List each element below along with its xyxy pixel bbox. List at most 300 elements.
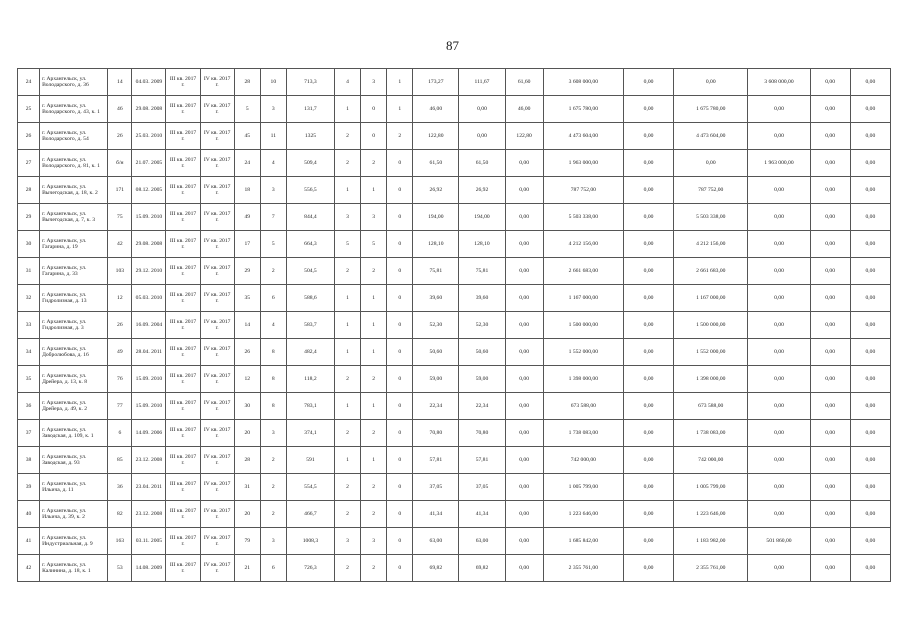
cell-area: 482,4: [286, 339, 334, 366]
cell-total: 1 552 000,00: [543, 339, 623, 366]
cell-v3: 0,00: [505, 555, 543, 582]
table-row: [18, 96, 891, 123]
cell-v1: 26,92: [413, 177, 459, 204]
cell-f3: 0,00: [748, 96, 810, 123]
cell-v3: 0,00: [505, 366, 543, 393]
cell-c1: 18: [234, 177, 260, 204]
cell-f1: 0,00: [623, 177, 673, 204]
cell-total: 1 005 799,00: [543, 474, 623, 501]
cell-total: 1 738 083,00: [543, 420, 623, 447]
cell-total: 1 963 000,00: [543, 150, 623, 177]
cell-start: III кв. 2017 г.: [166, 285, 200, 312]
cell-v1: 70,80: [413, 420, 459, 447]
cell-f5: 0,00: [850, 501, 890, 528]
cell-f4: 0,00: [810, 258, 850, 285]
cell-end: IV кв. 2017 г.: [200, 285, 234, 312]
cell-area: 726,3: [286, 555, 334, 582]
cell-house-no: 75: [108, 204, 132, 231]
cell-date: 14.08. 2009: [132, 555, 166, 582]
cell-start: III кв. 2017 г.: [166, 420, 200, 447]
cell-f5: 0,00: [850, 258, 890, 285]
cell-f4: 0,00: [810, 231, 850, 258]
cell-f2: 1 398 000,00: [674, 366, 748, 393]
cell-c1: 31: [234, 474, 260, 501]
cell-f1: 0,00: [623, 420, 673, 447]
cell-address: г. Архангельск, ул. Дрейера, д. 13, к. 8: [40, 366, 108, 393]
cell-num: 41: [18, 528, 40, 555]
cell-f2: 742 000,00: [674, 447, 748, 474]
cell-v2: 0,00: [459, 96, 505, 123]
cell-f3: 0,00: [748, 123, 810, 150]
cell-v2: 39,60: [459, 285, 505, 312]
cell-total: 5 503 338,00: [543, 204, 623, 231]
cell-house-no: 6: [108, 420, 132, 447]
table-row: [18, 555, 891, 582]
cell-f4: 0,00: [810, 366, 850, 393]
cell-c4: 1: [361, 339, 387, 366]
cell-start: III кв. 2017 г.: [166, 204, 200, 231]
cell-c4: 2: [361, 150, 387, 177]
cell-num: 32: [18, 285, 40, 312]
cell-start: III кв. 2017 г.: [166, 474, 200, 501]
cell-area: 1008,3: [286, 528, 334, 555]
cell-area: 591: [286, 447, 334, 474]
cell-f3: 0,00: [748, 177, 810, 204]
cell-c3: 3: [335, 204, 361, 231]
cell-f5: 0,00: [850, 96, 890, 123]
cell-area: 509,4: [286, 150, 334, 177]
cell-c1: 28: [234, 69, 260, 96]
cell-c4: 2: [361, 474, 387, 501]
cell-f1: 0,00: [623, 204, 673, 231]
cell-c3: 1: [335, 312, 361, 339]
cell-c5: 0: [387, 393, 413, 420]
cell-c5: 0: [387, 501, 413, 528]
cell-v3: 0,00: [505, 258, 543, 285]
cell-v2: 128,10: [459, 231, 505, 258]
cell-c3: 4: [335, 69, 361, 96]
cell-v1: 52,30: [413, 312, 459, 339]
cell-c1: 29: [234, 258, 260, 285]
cell-v2: 194,00: [459, 204, 505, 231]
cell-c5: 0: [387, 177, 413, 204]
table-row: [18, 177, 891, 204]
cell-total: 1 675 780,00: [543, 96, 623, 123]
cell-total: 1 500 000,00: [543, 312, 623, 339]
cell-c2: 3: [260, 96, 286, 123]
cell-v1: 128,10: [413, 231, 459, 258]
cell-v1: 59,00: [413, 366, 459, 393]
cell-address: г. Архангельск, ул. Володарского, д. 54: [40, 123, 108, 150]
cell-c2: 11: [260, 123, 286, 150]
cell-address: г. Архангельск, ул. Володарского, д. 81, к. 1: [40, 150, 108, 177]
cell-f1: 0,00: [623, 393, 673, 420]
cell-f4: 0,00: [810, 528, 850, 555]
table-row: [18, 474, 891, 501]
cell-c3: 1: [335, 177, 361, 204]
cell-c4: 2: [361, 258, 387, 285]
cell-num: 28: [18, 177, 40, 204]
cell-date: 29.12. 2010: [132, 258, 166, 285]
table-row: [18, 69, 891, 96]
cell-c3: 1: [335, 96, 361, 123]
cell-v1: 122,80: [413, 123, 459, 150]
cell-v3: 46,00: [505, 96, 543, 123]
cell-v1: 75,81: [413, 258, 459, 285]
table-row: [18, 528, 891, 555]
cell-date: 14.09. 2006: [132, 420, 166, 447]
cell-start: III кв. 2017 г.: [166, 258, 200, 285]
cell-c2: 3: [260, 420, 286, 447]
cell-v1: 61,50: [413, 150, 459, 177]
cell-address: г. Архангельск, ул. Гидролизная, д. 13: [40, 285, 108, 312]
cell-area: 374,1: [286, 420, 334, 447]
cell-c4: 2: [361, 420, 387, 447]
cell-f5: 0,00: [850, 69, 890, 96]
cell-num: 30: [18, 231, 40, 258]
cell-date: 16.09. 2004: [132, 312, 166, 339]
cell-f2: 2 661 683,00: [674, 258, 748, 285]
cell-start: III кв. 2017 г.: [166, 96, 200, 123]
cell-end: IV кв. 2017 г.: [200, 123, 234, 150]
cell-date: 04.03. 2009: [132, 69, 166, 96]
cell-f3: 3 608 000,00: [748, 69, 810, 96]
cell-num: 31: [18, 258, 40, 285]
cell-f3: 1 963 000,00: [748, 150, 810, 177]
cell-c3: 1: [335, 339, 361, 366]
cell-address: г. Архангельск, ул. Гагарина, д. 33: [40, 258, 108, 285]
cell-c3: 2: [335, 501, 361, 528]
cell-f5: 0,00: [850, 204, 890, 231]
cell-f3: 0,00: [748, 393, 810, 420]
cell-f4: 0,00: [810, 420, 850, 447]
cell-v1: 37,05: [413, 474, 459, 501]
cell-c2: 4: [260, 150, 286, 177]
cell-area: 844,4: [286, 204, 334, 231]
cell-f4: 0,00: [810, 177, 850, 204]
cell-f1: 0,00: [623, 366, 673, 393]
table-row: [18, 339, 891, 366]
cell-c1: 12: [234, 366, 260, 393]
cell-c2: 3: [260, 528, 286, 555]
cell-v1: 69,82: [413, 555, 459, 582]
cell-v2: 70,80: [459, 420, 505, 447]
cell-address: г. Архангельск, ул. Гагарина, д. 19: [40, 231, 108, 258]
cell-v1: 39,60: [413, 285, 459, 312]
cell-house-no: 12: [108, 285, 132, 312]
cell-c5: 0: [387, 285, 413, 312]
cell-f5: 0,00: [850, 339, 890, 366]
cell-house-no: 163: [108, 528, 132, 555]
cell-f5: 0,00: [850, 393, 890, 420]
cell-c1: 45: [234, 123, 260, 150]
cell-c5: 0: [387, 366, 413, 393]
cell-f2: 1 552 000,00: [674, 339, 748, 366]
cell-c3: 2: [335, 150, 361, 177]
table-row: [18, 393, 891, 420]
cell-f2: 787 752,00: [674, 177, 748, 204]
cell-c4: 0: [361, 96, 387, 123]
cell-f2: 1 005 799,00: [674, 474, 748, 501]
cell-f5: 0,00: [850, 285, 890, 312]
cell-start: III кв. 2017 г.: [166, 339, 200, 366]
cell-c5: 0: [387, 555, 413, 582]
table-row: [18, 312, 891, 339]
cell-c2: 8: [260, 366, 286, 393]
cell-end: IV кв. 2017 г.: [200, 312, 234, 339]
cell-area: 1325: [286, 123, 334, 150]
cell-house-no: 85: [108, 447, 132, 474]
cell-c5: 0: [387, 150, 413, 177]
cell-v3: 0,00: [505, 393, 543, 420]
cell-f3: 0,00: [748, 501, 810, 528]
cell-c2: 8: [260, 393, 286, 420]
cell-c1: 14: [234, 312, 260, 339]
cell-address: г. Архангельск, ул. Гидролизная, д. 3: [40, 312, 108, 339]
cell-v3: 0,00: [505, 312, 543, 339]
cell-f3: 501 860,00: [748, 528, 810, 555]
cell-f1: 0,00: [623, 123, 673, 150]
cell-total: 2 355 761,00: [543, 555, 623, 582]
cell-v1: 63,00: [413, 528, 459, 555]
cell-total: 742 000,00: [543, 447, 623, 474]
cell-f3: 0,00: [748, 474, 810, 501]
cell-c5: 1: [387, 96, 413, 123]
cell-house-no: 49: [108, 339, 132, 366]
cell-f2: 1 167 000,00: [674, 285, 748, 312]
cell-num: 36: [18, 393, 40, 420]
cell-total: 1 685 842,00: [543, 528, 623, 555]
cell-date: 23.12. 2008: [132, 447, 166, 474]
cell-v2: 57,81: [459, 447, 505, 474]
cell-f4: 0,00: [810, 123, 850, 150]
cell-f1: 0,00: [623, 339, 673, 366]
table-row: [18, 123, 891, 150]
cell-f3: 0,00: [748, 339, 810, 366]
cell-f1: 0,00: [623, 447, 673, 474]
cell-c2: 2: [260, 474, 286, 501]
cell-c2: 2: [260, 258, 286, 285]
cell-house-no: 14: [108, 69, 132, 96]
cell-area: 664,3: [286, 231, 334, 258]
cell-start: III кв. 2017 г.: [166, 528, 200, 555]
cell-f2: 1 675 780,00: [674, 96, 748, 123]
cell-area: 466,7: [286, 501, 334, 528]
cell-total: 1 398 000,00: [543, 366, 623, 393]
cell-end: IV кв. 2017 г.: [200, 528, 234, 555]
cell-house-no: 36: [108, 474, 132, 501]
cell-f3: 0,00: [748, 204, 810, 231]
cell-end: IV кв. 2017 г.: [200, 474, 234, 501]
cell-num: 35: [18, 366, 40, 393]
cell-house-no: 171: [108, 177, 132, 204]
cell-address: г. Архангельск, ул. Вычегодская, д. 7, к. 3: [40, 204, 108, 231]
cell-f4: 0,00: [810, 474, 850, 501]
cell-end: IV кв. 2017 г.: [200, 447, 234, 474]
cell-address: г. Архангельск, ул. Володарского, д. 43, к. 1: [40, 96, 108, 123]
cell-total: 2 661 683,00: [543, 258, 623, 285]
cell-v2: 22,34: [459, 393, 505, 420]
cell-c2: 8: [260, 339, 286, 366]
cell-date: 23.04. 2011: [132, 474, 166, 501]
cell-num: 42: [18, 555, 40, 582]
cell-c5: 0: [387, 204, 413, 231]
cell-c1: 35: [234, 285, 260, 312]
cell-end: IV кв. 2017 г.: [200, 420, 234, 447]
cell-f1: 0,00: [623, 501, 673, 528]
cell-num: 33: [18, 312, 40, 339]
cell-c2: 7: [260, 204, 286, 231]
cell-start: III кв. 2017 г.: [166, 123, 200, 150]
cell-area: 713,3: [286, 69, 334, 96]
cell-f4: 0,00: [810, 312, 850, 339]
cell-end: IV кв. 2017 г.: [200, 339, 234, 366]
cell-c2: 6: [260, 285, 286, 312]
cell-f4: 0,00: [810, 447, 850, 474]
cell-address: г. Архангельск, ул. Ильича, д. 11: [40, 474, 108, 501]
cell-total: 3 608 000,00: [543, 69, 623, 96]
cell-v3: 0,00: [505, 528, 543, 555]
cell-date: 29.08. 2008: [132, 96, 166, 123]
cell-f4: 0,00: [810, 204, 850, 231]
cell-c3: 2: [335, 366, 361, 393]
cell-c5: 0: [387, 258, 413, 285]
cell-f1: 0,00: [623, 258, 673, 285]
cell-c5: 0: [387, 339, 413, 366]
cell-num: 38: [18, 447, 40, 474]
table-row: [18, 150, 891, 177]
cell-v2: 69,82: [459, 555, 505, 582]
cell-end: IV кв. 2017 г.: [200, 96, 234, 123]
table-row: [18, 285, 891, 312]
cell-c5: 2: [387, 123, 413, 150]
cell-c1: 26: [234, 339, 260, 366]
cell-house-no: 46: [108, 96, 132, 123]
cell-v1: 46,00: [413, 96, 459, 123]
cell-c1: 20: [234, 420, 260, 447]
cell-c3: 2: [335, 474, 361, 501]
cell-f1: 0,00: [623, 474, 673, 501]
cell-house-no: 77: [108, 393, 132, 420]
cell-f4: 0,00: [810, 69, 850, 96]
cell-c3: 2: [335, 555, 361, 582]
cell-c2: 4: [260, 312, 286, 339]
cell-date: 05.03. 2010: [132, 285, 166, 312]
cell-f1: 0,00: [623, 150, 673, 177]
cell-house-no: 53: [108, 555, 132, 582]
cell-f5: 0,00: [850, 231, 890, 258]
cell-date: 15.09. 2010: [132, 393, 166, 420]
cell-v2: 0,00: [459, 123, 505, 150]
cell-v1: 50,60: [413, 339, 459, 366]
cell-house-no: 42: [108, 231, 132, 258]
cell-c4: 1: [361, 393, 387, 420]
cell-v2: 37,05: [459, 474, 505, 501]
cell-f5: 0,00: [850, 150, 890, 177]
cell-c2: 5: [260, 231, 286, 258]
cell-end: IV кв. 2017 г.: [200, 69, 234, 96]
cell-c1: 17: [234, 231, 260, 258]
cell-c1: 20: [234, 501, 260, 528]
cell-end: IV кв. 2017 г.: [200, 555, 234, 582]
cell-start: III кв. 2017 г.: [166, 447, 200, 474]
cell-date: 25.03. 2010: [132, 123, 166, 150]
cell-num: 34: [18, 339, 40, 366]
cell-v3: 0,00: [505, 285, 543, 312]
cell-c4: 1: [361, 447, 387, 474]
cell-c3: 3: [335, 528, 361, 555]
table-row: [18, 204, 891, 231]
cell-c2: 2: [260, 501, 286, 528]
cell-f2: 2 355 761,00: [674, 555, 748, 582]
cell-v2: 59,00: [459, 366, 505, 393]
cell-num: 27: [18, 150, 40, 177]
cell-f4: 0,00: [810, 393, 850, 420]
cell-v3: 0,00: [505, 474, 543, 501]
cell-f3: 0,00: [748, 447, 810, 474]
cell-c4: 2: [361, 555, 387, 582]
cell-area: 554,5: [286, 474, 334, 501]
cell-f5: 0,00: [850, 555, 890, 582]
cell-c5: 1: [387, 69, 413, 96]
cell-c4: 1: [361, 177, 387, 204]
cell-f4: 0,00: [810, 285, 850, 312]
cell-c5: 0: [387, 420, 413, 447]
cell-end: IV кв. 2017 г.: [200, 393, 234, 420]
cell-v3: 0,00: [505, 231, 543, 258]
cell-house-no: б/н: [108, 150, 132, 177]
cell-c1: 5: [234, 96, 260, 123]
cell-address: г. Архангельск, ул. Володарского, д. 36: [40, 69, 108, 96]
cell-start: III кв. 2017 г.: [166, 555, 200, 582]
cell-c5: 0: [387, 528, 413, 555]
cell-num: 25: [18, 96, 40, 123]
cell-f1: 0,00: [623, 555, 673, 582]
cell-f2: 0,00: [674, 69, 748, 96]
cell-address: г. Архангельск, ул. Добролюбова, д. 16: [40, 339, 108, 366]
cell-c4: 0: [361, 123, 387, 150]
cell-f2: 1 183 982,00: [674, 528, 748, 555]
cell-area: 588,6: [286, 285, 334, 312]
cell-end: IV кв. 2017 г.: [200, 150, 234, 177]
cell-f5: 0,00: [850, 420, 890, 447]
cell-date: 08.12. 2005: [132, 177, 166, 204]
cell-c2: 3: [260, 177, 286, 204]
cell-v3: 0,00: [505, 177, 543, 204]
cell-v2: 52,30: [459, 312, 505, 339]
cell-v3: 0,00: [505, 204, 543, 231]
cell-c3: 1: [335, 393, 361, 420]
cell-c5: 0: [387, 312, 413, 339]
cell-f1: 0,00: [623, 96, 673, 123]
cell-c1: 21: [234, 555, 260, 582]
cell-address: г. Архангельск, ул. Вычегодская, д. 18, к. 2: [40, 177, 108, 204]
cell-c5: 0: [387, 231, 413, 258]
cell-area: 783,1: [286, 393, 334, 420]
cell-house-no: 103: [108, 258, 132, 285]
cell-f2: 673 588,00: [674, 393, 748, 420]
cell-end: IV кв. 2017 г.: [200, 366, 234, 393]
cell-address: г. Архангельск, ул. Заводская, д. 93: [40, 447, 108, 474]
cell-start: III кв. 2017 г.: [166, 393, 200, 420]
cell-start: III кв. 2017 г.: [166, 69, 200, 96]
cell-f1: 0,00: [623, 285, 673, 312]
cell-area: 556,5: [286, 177, 334, 204]
cell-f3: 0,00: [748, 285, 810, 312]
cell-area: 118,2: [286, 366, 334, 393]
cell-v3: 0,00: [505, 150, 543, 177]
cell-f3: 0,00: [748, 366, 810, 393]
